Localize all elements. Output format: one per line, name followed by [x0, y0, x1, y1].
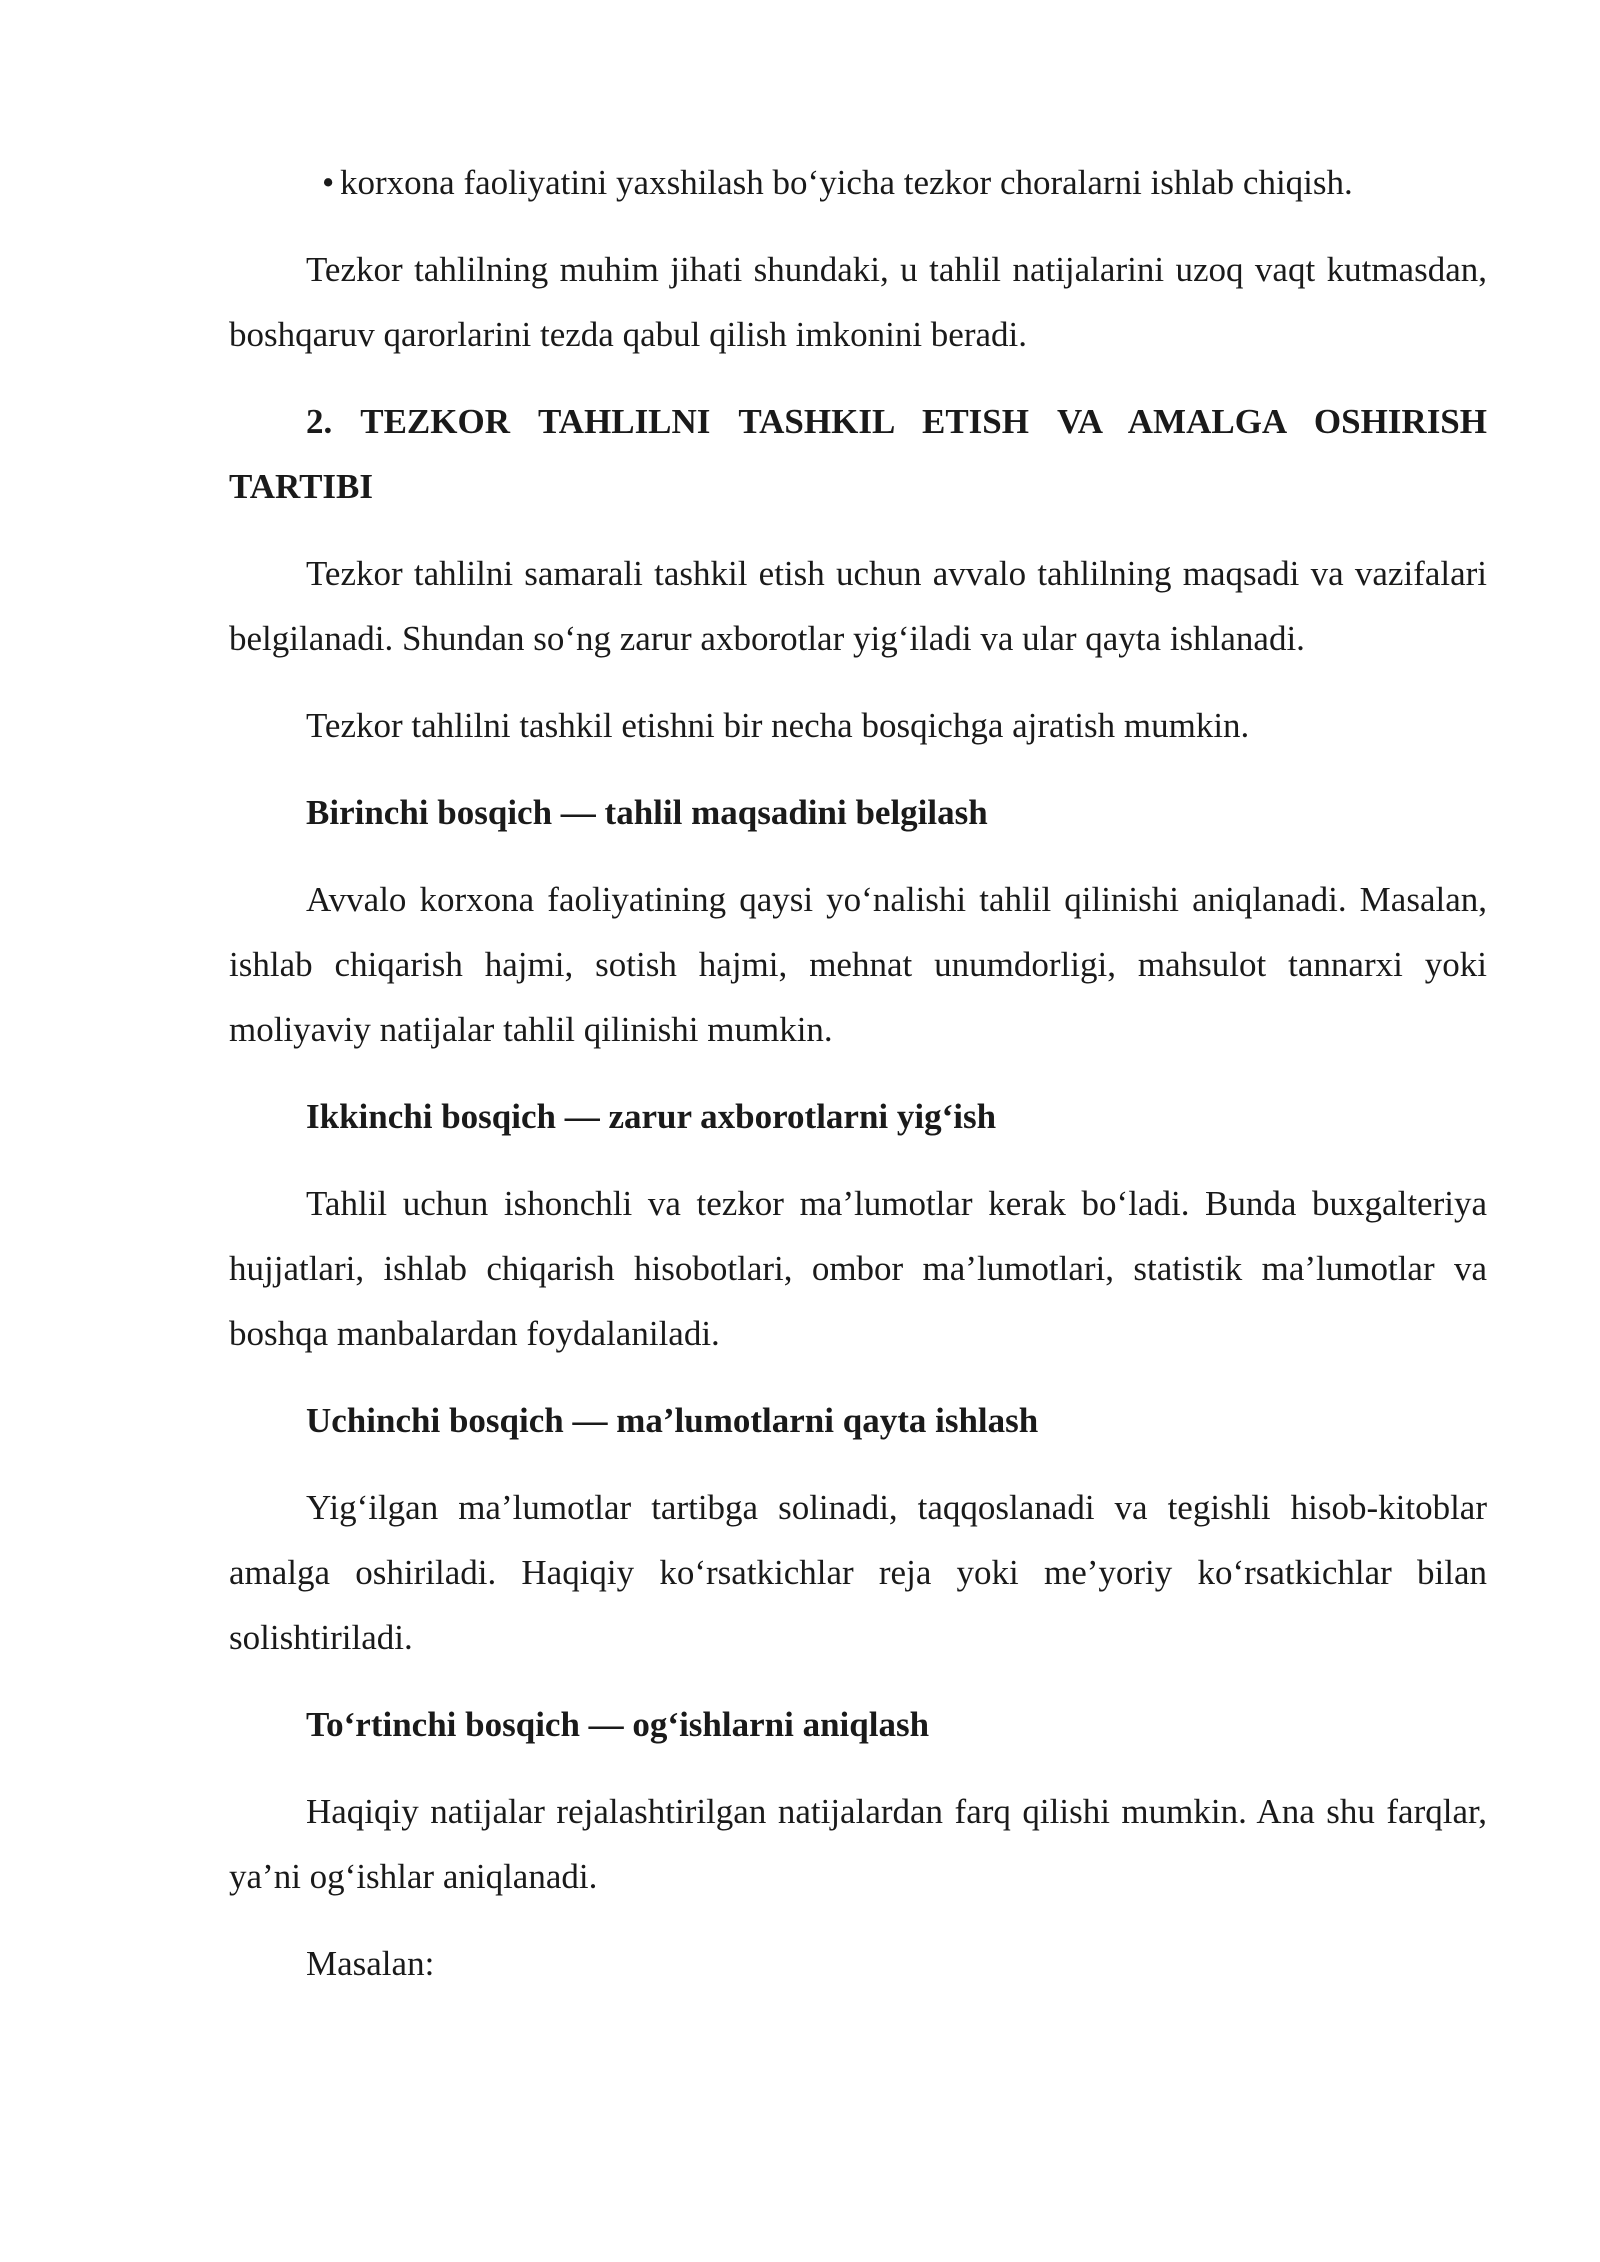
bullet-text: korxona faoliyatini yaxshilash bo‘yicha tezkor choralarni ishlab chiqish. [340, 163, 1353, 202]
paragraph-organize: Tezkor tahlilni samarali tashkil etish uchun avvalo tahlilning maqsadi va vazifalari belgilanadi. Shundan so‘ng zarur axborotlar yig‘iladi va ular qayta ishlanadi. [229, 554, 1487, 658]
stage4-text: Haqiqiy natijalar rejalashtirilgan natijalardan farq qilishi mumkin. Ana shu farqlar, ya’ni og‘ishlar aniqlanadi. [229, 1792, 1487, 1896]
section-heading: 2. TEZKOR TAHLILNI TASHKIL ETISH VA AMALGA OSHIRISH TARTIBI [229, 402, 1487, 506]
bullet-icon: • [322, 163, 335, 202]
stage3-title: Uchinchi bosqich — ma’lumotlarni qayta ishlash [306, 1401, 1039, 1440]
stage1-title: Birinchi bosqich — tahlil maqsadini belgilash [306, 793, 988, 832]
stage1-text: Avvalo korxona faoliyatining qaysi yo‘nalishi tahlil qilinishi aniqlanadi. Masalan, ishlab chiqarish hajmi, sotish hajmi, mehnat unumdorligi, mahsulot tannarxi yoki moliyaviy natijalar tahlil qilinishi mumkin. [229, 880, 1487, 1049]
stage3-text: Yig‘ilgan ma’lumotlar tartibga solinadi, taqqoslanadi va tegishli hisob-kitoblar amalga oshiriladi. Haqiqiy ko‘rsatkichlar reja yoki me’yoriy ko‘rsatkichlar bilan solishtiriladi. [229, 1488, 1487, 1657]
example-label: Masalan: [306, 1944, 435, 1983]
stage4-title: To‘rtinchi bosqich — og‘ishlarni aniqlash [306, 1705, 930, 1744]
stage2-title: Ikkinchi bosqich — zarur axborotlarni yig‘ish [306, 1097, 997, 1136]
paragraph-intro: Tezkor tahlilning muhim jihati shundaki, u tahlil natijalarini uzoq vaqt kutmasdan, boshqaruv qarorlarini tezda qabul qilish imkonini beradi. [229, 250, 1487, 354]
document-page [229, 150, 1487, 2018]
paragraph-stages: Tezkor tahlilni tashkil etishni bir necha bosqichga ajratish mumkin. [306, 706, 1250, 745]
stage2-text: Tahlil uchun ishonchli va tezkor ma’lumotlar kerak bo‘ladi. Bunda buxgalteriya hujjatlari, ishlab chiqarish hisobotlari, ombor ma’lumotlari, statistik ma’lumotlar va boshqa manbalardan foydalaniladi. [229, 1184, 1487, 1353]
bullet-list-item [322, 150, 1487, 215]
